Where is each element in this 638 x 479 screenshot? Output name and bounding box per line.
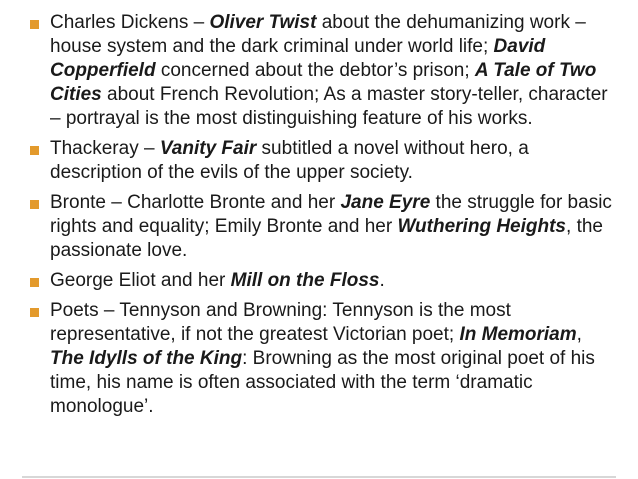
square-bullet-icon — [30, 146, 39, 155]
body-text: Poets – Tennyson and Browning: Tennyson is the most representative, if not the greatest Victorian poet; — [50, 300, 511, 345]
work-title: The Idylls of the King — [50, 348, 243, 369]
bottom-divider — [22, 476, 616, 478]
work-title: Wuthering Heights — [397, 216, 567, 237]
bullet-item — [30, 191, 616, 263]
work-title: A Tale of Two Cities — [50, 60, 597, 105]
body-text: about the dehumanizing work – house system and the dark criminal under world life; — [50, 12, 586, 57]
body-text: concerned about the debtor’s prison; — [155, 60, 475, 81]
bullet-item — [30, 269, 616, 293]
work-title: Vanity Fair — [159, 138, 257, 159]
square-bullet-icon — [30, 200, 39, 209]
work-title: David Copperfield — [50, 36, 546, 81]
bullet-item — [30, 11, 616, 131]
body-text: about French Revolution; As a master story-teller, character – portrayal is the most distinguishing feature of his works. — [50, 84, 608, 129]
body-text: Thackeray – — [50, 138, 160, 159]
square-bullet-icon — [30, 278, 39, 287]
bullet-item — [30, 299, 616, 419]
body-text: . — [379, 270, 385, 291]
body-text: , the passionate love. — [50, 216, 603, 261]
work-title: Oliver Twist — [209, 12, 317, 33]
body-text: Charles Dickens – — [50, 12, 210, 33]
square-bullet-icon — [30, 308, 39, 317]
body-text: subtitled a novel without hero, a description of the evils of the upper society. — [50, 138, 529, 183]
body-text: the struggle for basic rights and equality; Emily Bronte and her — [50, 192, 612, 237]
bullet-item — [30, 137, 616, 185]
bullet-list — [30, 11, 616, 425]
body-text: , — [576, 324, 582, 345]
square-bullet-icon — [30, 20, 39, 29]
work-title: Mill on the Floss — [230, 270, 380, 291]
body-text: Bronte – Charlotte Bronte and her — [50, 192, 341, 213]
body-text: George Eliot and her — [50, 270, 231, 291]
work-title: In Memoriam — [459, 324, 577, 345]
body-text: : Browning as the most original poet of his time, his name is often associated with the term ‘dramatic monologue’. — [50, 348, 595, 417]
work-title: Jane Eyre — [340, 192, 431, 213]
